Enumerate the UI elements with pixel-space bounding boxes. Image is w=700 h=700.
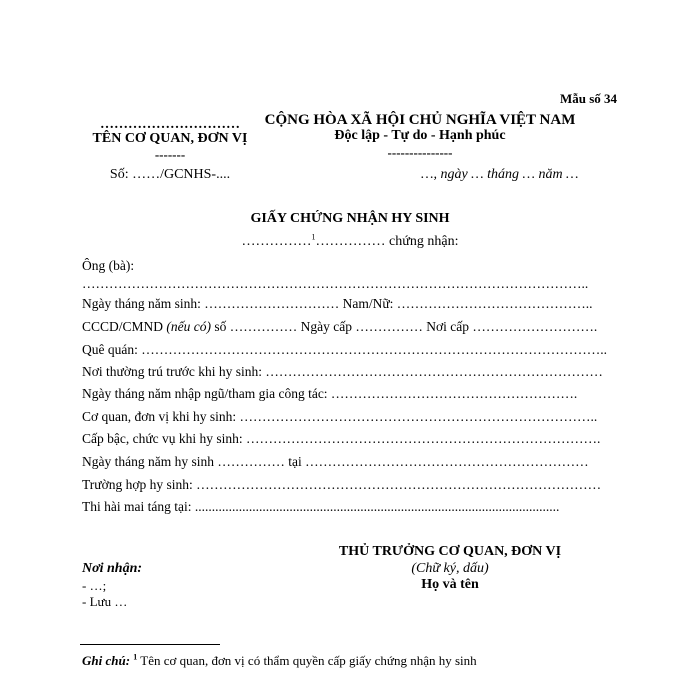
country-name: CỘNG HÒA XÃ HỘI CHỦ NGHĨA VIỆT NAM — [264, 112, 576, 128]
field-residence: Nơi thường trú trước khi hy sinh: ………………………………………………………………… — [82, 364, 603, 379]
form-number: Mẫu số 34 — [560, 91, 618, 106]
footnote-text: Tên cơ quan, đơn vị có thẩm quyền cấp giấy chứng nhận hy sinh — [137, 653, 477, 668]
recipients-label: Nơi nhận: — [82, 561, 143, 576]
org-dots: ………………………… — [100, 117, 240, 132]
signer-name: Họ và tên — [421, 577, 479, 592]
document-title: GIẤY CHỨNG NHẬN HY SINH — [250, 211, 450, 226]
footnote-number: 1 — [133, 652, 138, 662]
footnote-separator — [80, 644, 220, 645]
recipient-item: - …; — [82, 578, 107, 593]
date-line: …, ngày … tháng … năm … — [421, 167, 579, 182]
id-suffix: số …………… Ngày cấp …………… Nơi cấp ………………………. — [211, 319, 598, 334]
field-enlistment: Ngày tháng năm nhập ngũ/tham gia công tác: ………………………………………………. — [82, 386, 578, 401]
footnote-mark: 1 — [311, 232, 316, 242]
field-rank: Cấp bậc, chức vụ khi hy sinh: ……………………………………………………………………. — [82, 431, 601, 446]
field-burial-place: Thi hài mai táng tại: ............................................................................................................ — [82, 499, 560, 514]
signature-title: THỦ TRƯỞNG CƠ QUAN, ĐƠN VỊ — [338, 544, 562, 559]
field-id-card — [82, 319, 597, 335]
document-number: Số: ……/GCNHS-.... — [109, 167, 231, 182]
national-motto: Độc lập - Tự do - Hạnh phúc — [334, 128, 506, 143]
field-unit: Cơ quan, đơn vị khi hy sinh: …………………………………………………………………….. — [82, 409, 598, 424]
certify-before: …………… — [241, 234, 312, 249]
certify-line — [0, 234, 700, 250]
footnote — [82, 653, 477, 669]
field-name: Ông (bà): — [82, 258, 135, 273]
field-sacrifice-date-place: Ngày tháng năm hy sinh …………… tại ……………………………………………………… — [82, 454, 589, 469]
id-optional: (nếu có) — [166, 319, 212, 334]
right-divider: --------------- — [387, 145, 453, 160]
field-hometown: Quê quán: ………………………………………………………………………………………….. — [82, 342, 607, 357]
id-prefix: CCCD/CMND — [82, 319, 167, 334]
signature-note: (Chữ ký, dấu) — [411, 561, 489, 576]
field-birth-gender: Ngày tháng năm sinh: ………………………… Nam/Nữ: …………………………………….. — [82, 296, 593, 311]
org-name: TÊN CƠ QUAN, ĐƠN VỊ — [92, 131, 248, 146]
field-name-dots: ………………………………………………………………………………………………….. — [82, 276, 589, 291]
left-divider: ------- — [154, 147, 186, 162]
recipient-item: - Lưu … — [82, 594, 128, 609]
footnote-label: Ghi chú: — [82, 653, 131, 668]
field-circumstance: Trường hợp hy sinh: ……………………………………………………………………………… — [82, 477, 602, 492]
certify-after: …………… chứng nhận: — [315, 234, 459, 249]
